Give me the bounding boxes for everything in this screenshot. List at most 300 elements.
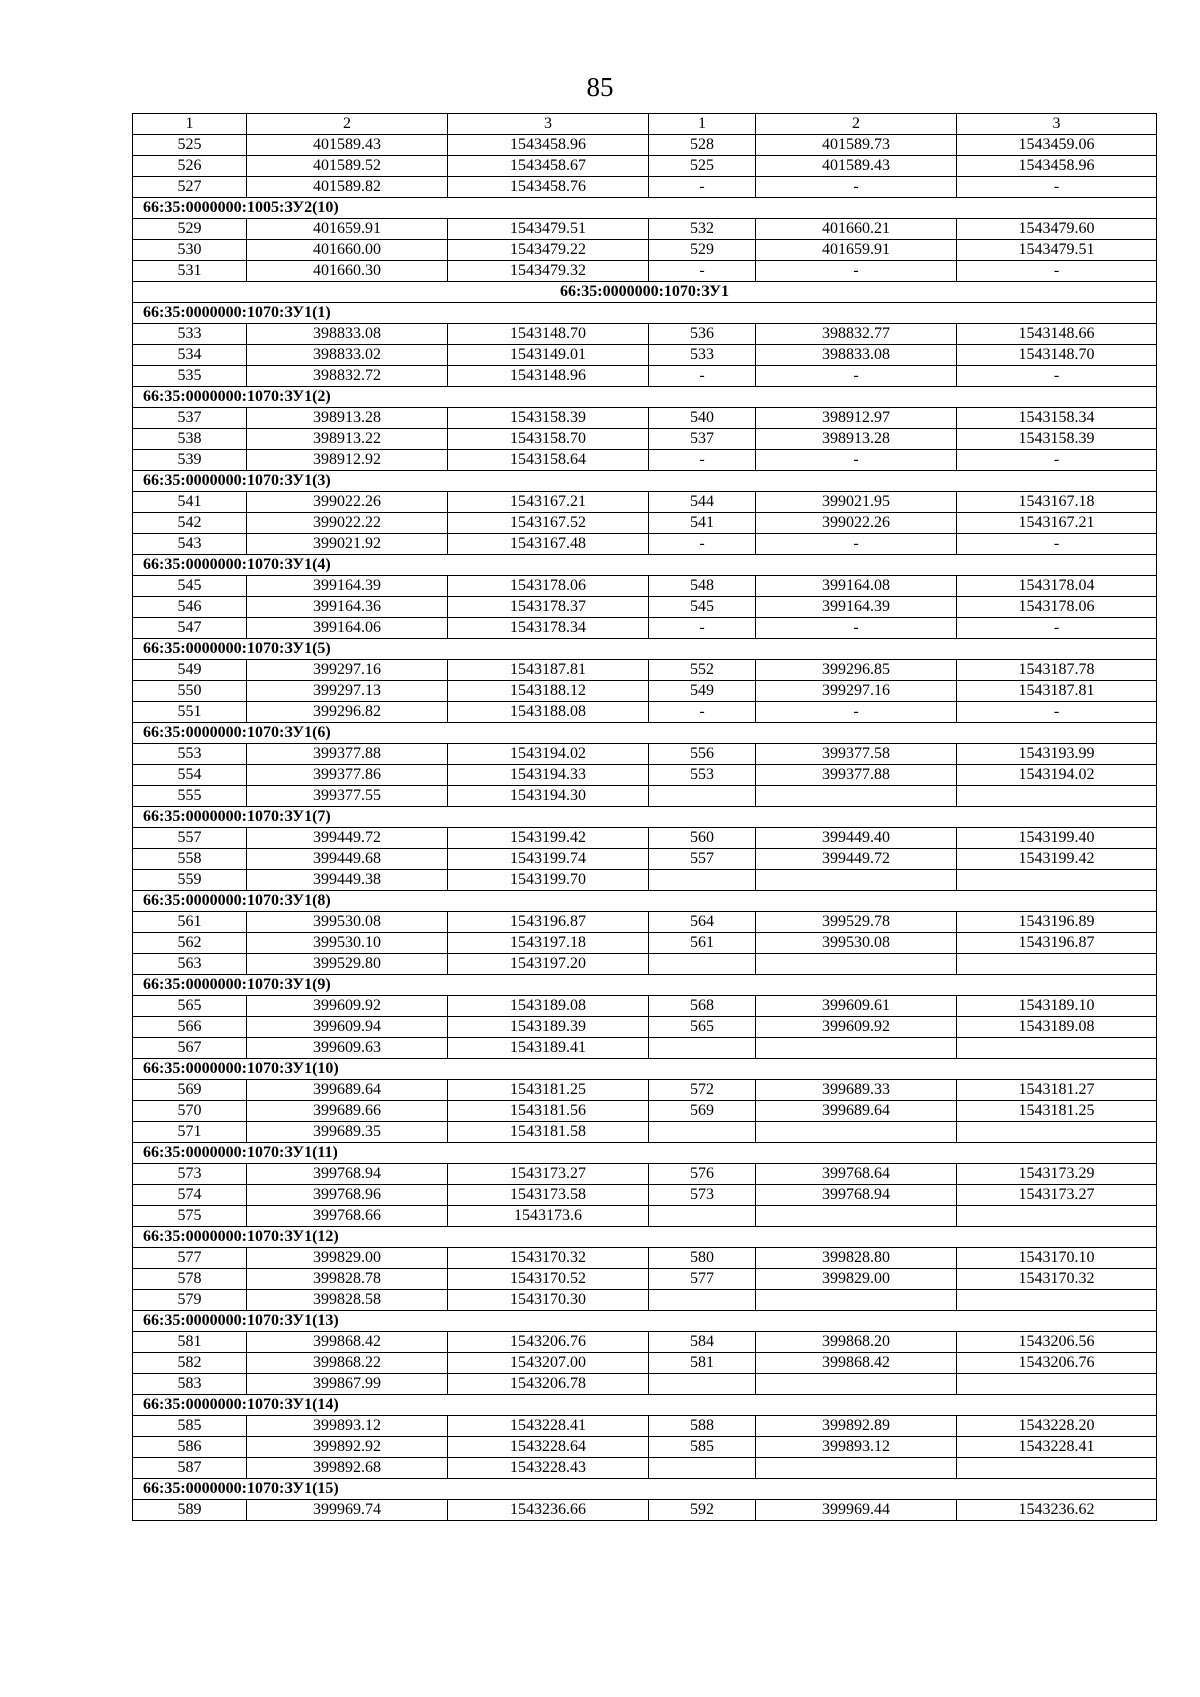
table-cell: 1543196.87 <box>957 933 1157 954</box>
table-cell: 543 <box>133 534 247 555</box>
table-cell: 584 <box>649 1332 756 1353</box>
table-cell: 558 <box>133 849 247 870</box>
group-row <box>133 471 1157 492</box>
table-row <box>133 177 1157 198</box>
table-cell: 399022.26 <box>247 492 448 513</box>
table-row <box>133 744 1157 765</box>
group-row <box>133 387 1157 408</box>
table-cell: 529 <box>649 240 756 261</box>
table-cell: 527 <box>133 177 247 198</box>
table-cell: 525 <box>133 135 247 156</box>
table-cell: 399893.12 <box>247 1416 448 1437</box>
table-cell: 566 <box>133 1017 247 1038</box>
table-cell: 567 <box>133 1038 247 1059</box>
table-cell: 586 <box>133 1437 247 1458</box>
table-cell: 592 <box>649 1500 756 1521</box>
table-cell: - <box>756 366 957 387</box>
table-cell: 399829.00 <box>756 1269 957 1290</box>
table-cell: 1543189.39 <box>448 1017 649 1038</box>
table-cell: 399530.10 <box>247 933 448 954</box>
group-title: 66:35:0000000:1005:ЗУ2(10) <box>133 198 1157 219</box>
table-cell: 529 <box>133 219 247 240</box>
table-cell: 1543181.25 <box>448 1080 649 1101</box>
table-cell <box>756 786 957 807</box>
table-cell: 399609.92 <box>247 996 448 1017</box>
table-cell: 1543167.52 <box>448 513 649 534</box>
table-row <box>133 576 1157 597</box>
table-cell: 582 <box>133 1353 247 1374</box>
group-row <box>133 1143 1157 1164</box>
table-cell: 1543167.21 <box>448 492 649 513</box>
table-cell: 551 <box>133 702 247 723</box>
table-row <box>133 1416 1157 1437</box>
table-cell: - <box>649 618 756 639</box>
group-row <box>133 807 1157 828</box>
table-cell <box>756 1206 957 1227</box>
section-title: 66:35:0000000:1070:ЗУ1 <box>133 282 1157 303</box>
table-cell <box>957 1122 1157 1143</box>
table-cell <box>756 1122 957 1143</box>
table-row <box>133 366 1157 387</box>
table-row <box>133 1185 1157 1206</box>
table-cell: 1543158.34 <box>957 408 1157 429</box>
table-cell: 579 <box>133 1290 247 1311</box>
table-cell: 1543479.22 <box>448 240 649 261</box>
table-cell <box>649 786 756 807</box>
table-cell: 577 <box>649 1269 756 1290</box>
table-row <box>133 429 1157 450</box>
table-row <box>133 618 1157 639</box>
table-cell: 1543173.6 <box>448 1206 649 1227</box>
table-cell: 533 <box>649 345 756 366</box>
group-title: 66:35:0000000:1070:ЗУ1(11) <box>133 1143 1157 1164</box>
table-cell: 571 <box>133 1122 247 1143</box>
table-cell: 548 <box>649 576 756 597</box>
table-cell: 1543197.20 <box>448 954 649 975</box>
table-cell: 1543194.02 <box>957 765 1157 786</box>
table-cell: - <box>756 261 957 282</box>
table-cell: 1543188.12 <box>448 681 649 702</box>
table-cell: 1543194.30 <box>448 786 649 807</box>
table-cell: 565 <box>133 996 247 1017</box>
group-title: 66:35:0000000:1070:ЗУ1(13) <box>133 1311 1157 1332</box>
table-cell: 1543188.08 <box>448 702 649 723</box>
table-cell: 540 <box>649 408 756 429</box>
table-cell: 399768.96 <box>247 1185 448 1206</box>
table-cell: 550 <box>133 681 247 702</box>
table-row <box>133 240 1157 261</box>
table-cell: 1543181.27 <box>957 1080 1157 1101</box>
table-cell: 526 <box>133 156 247 177</box>
table-cell: 399377.88 <box>247 744 448 765</box>
table-cell: 399164.36 <box>247 597 448 618</box>
table-cell: 398833.08 <box>247 324 448 345</box>
group-row <box>133 1479 1157 1500</box>
table-row <box>133 1101 1157 1122</box>
table-cell: 1543194.02 <box>448 744 649 765</box>
table-cell: 401589.73 <box>756 135 957 156</box>
table-cell <box>649 1206 756 1227</box>
group-row <box>133 1311 1157 1332</box>
table-cell: 1543206.76 <box>448 1332 649 1353</box>
table-cell: 399529.78 <box>756 912 957 933</box>
table-cell: 1543199.40 <box>957 828 1157 849</box>
table-cell: 399449.72 <box>247 828 448 849</box>
group-title: 66:35:0000000:1070:ЗУ1(12) <box>133 1227 1157 1248</box>
table-cell: 1543196.87 <box>448 912 649 933</box>
table-cell: 589 <box>133 1500 247 1521</box>
table-cell: 399868.22 <box>247 1353 448 1374</box>
table-cell: 399449.40 <box>756 828 957 849</box>
table-cell <box>756 870 957 891</box>
table-cell: 399892.89 <box>756 1416 957 1437</box>
group-row <box>133 1227 1157 1248</box>
table-cell: 576 <box>649 1164 756 1185</box>
table-cell: 399893.12 <box>756 1437 957 1458</box>
table-cell: 1543170.30 <box>448 1290 649 1311</box>
column-header: 1 <box>133 114 247 135</box>
table-row <box>133 933 1157 954</box>
table-cell: 588 <box>649 1416 756 1437</box>
table-cell: 399377.55 <box>247 786 448 807</box>
table-cell: 585 <box>133 1416 247 1437</box>
table-cell: 1543148.70 <box>957 345 1157 366</box>
table-cell: 399022.26 <box>756 513 957 534</box>
table-cell: - <box>756 618 957 639</box>
table-row <box>133 1122 1157 1143</box>
table-cell: 399530.08 <box>756 933 957 954</box>
coordinates-table <box>132 113 1157 1521</box>
table-cell: 1543173.29 <box>957 1164 1157 1185</box>
table-cell: 546 <box>133 597 247 618</box>
table-cell: 537 <box>649 429 756 450</box>
table-cell <box>649 1290 756 1311</box>
table-cell: 587 <box>133 1458 247 1479</box>
table-cell: 1543178.34 <box>448 618 649 639</box>
table-cell <box>649 1458 756 1479</box>
group-title: 66:35:0000000:1070:ЗУ1(2) <box>133 387 1157 408</box>
table-cell: 1543148.96 <box>448 366 649 387</box>
table-cell: 560 <box>649 828 756 849</box>
table-cell: 528 <box>649 135 756 156</box>
table-cell: 399296.82 <box>247 702 448 723</box>
table-cell: 398833.08 <box>756 345 957 366</box>
table-cell: - <box>957 702 1157 723</box>
table-row <box>133 1248 1157 1269</box>
table-cell: 399689.64 <box>247 1080 448 1101</box>
table-cell: 399297.13 <box>247 681 448 702</box>
table-row <box>133 1164 1157 1185</box>
table-cell: 1543196.89 <box>957 912 1157 933</box>
table-cell: 1543149.01 <box>448 345 649 366</box>
table-cell: - <box>957 366 1157 387</box>
table-cell: 399021.95 <box>756 492 957 513</box>
table-cell: 1543173.27 <box>448 1164 649 1185</box>
table-cell: 553 <box>649 765 756 786</box>
table-cell: - <box>649 702 756 723</box>
table-cell: 399296.85 <box>756 660 957 681</box>
group-row <box>133 639 1157 660</box>
table-cell: 399609.63 <box>247 1038 448 1059</box>
table-cell: 1543479.60 <box>957 219 1157 240</box>
table-cell: 531 <box>133 261 247 282</box>
table-cell: 398913.28 <box>756 429 957 450</box>
table-cell: - <box>649 261 756 282</box>
table-cell: 1543187.78 <box>957 660 1157 681</box>
table-cell: 399829.00 <box>247 1248 448 1269</box>
table-cell: 1543167.48 <box>448 534 649 555</box>
table-cell: 401589.43 <box>247 135 448 156</box>
table-row <box>133 702 1157 723</box>
table-cell: 399689.64 <box>756 1101 957 1122</box>
group-title: 66:35:0000000:1070:ЗУ1(6) <box>133 723 1157 744</box>
table-cell: 398832.77 <box>756 324 957 345</box>
table-cell: 535 <box>133 366 247 387</box>
group-title: 66:35:0000000:1070:ЗУ1(9) <box>133 975 1157 996</box>
table-cell: 1543189.41 <box>448 1038 649 1059</box>
table-cell: 399377.88 <box>756 765 957 786</box>
table-row <box>133 1500 1157 1521</box>
table-cell <box>756 1458 957 1479</box>
table-cell: 401660.21 <box>756 219 957 240</box>
group-row <box>133 1059 1157 1080</box>
table-cell: 565 <box>649 1017 756 1038</box>
table-cell: 568 <box>649 996 756 1017</box>
table-cell: - <box>957 618 1157 639</box>
table-cell: 399868.20 <box>756 1332 957 1353</box>
table-cell: 399377.58 <box>756 744 957 765</box>
table-cell: 580 <box>649 1248 756 1269</box>
table-row <box>133 345 1157 366</box>
table-row <box>133 786 1157 807</box>
table-cell: 399768.94 <box>756 1185 957 1206</box>
table-row <box>133 156 1157 177</box>
table-row <box>133 492 1157 513</box>
table-cell: 541 <box>649 513 756 534</box>
table-cell: - <box>756 450 957 471</box>
table-cell: 581 <box>649 1353 756 1374</box>
table-cell: 398912.97 <box>756 408 957 429</box>
table-cell: 549 <box>649 681 756 702</box>
table-cell: - <box>649 177 756 198</box>
table-cell: 1543173.27 <box>957 1185 1157 1206</box>
table-cell: 1543228.41 <box>448 1416 649 1437</box>
table-row <box>133 1353 1157 1374</box>
table-cell: - <box>756 702 957 723</box>
table-cell: 1543170.10 <box>957 1248 1157 1269</box>
table-cell: 1543199.42 <box>957 849 1157 870</box>
table-row <box>133 870 1157 891</box>
group-title: 66:35:0000000:1070:ЗУ1(8) <box>133 891 1157 912</box>
table-row <box>133 408 1157 429</box>
table-row <box>133 660 1157 681</box>
table-cell: 1543459.06 <box>957 135 1157 156</box>
table-cell: - <box>756 534 957 555</box>
table-cell: 399297.16 <box>756 681 957 702</box>
table-cell: 1543173.58 <box>448 1185 649 1206</box>
group-row <box>133 891 1157 912</box>
column-header: 3 <box>448 114 649 135</box>
table-cell: 1543170.32 <box>448 1248 649 1269</box>
group-title: 66:35:0000000:1070:ЗУ1(14) <box>133 1395 1157 1416</box>
table-cell: 399828.78 <box>247 1269 448 1290</box>
table-cell <box>649 1038 756 1059</box>
table-cell <box>649 870 756 891</box>
table-cell: 1543458.67 <box>448 156 649 177</box>
table-row <box>133 1458 1157 1479</box>
table-cell: 1543158.39 <box>957 429 1157 450</box>
table-cell: - <box>957 450 1157 471</box>
table-row <box>133 450 1157 471</box>
table-row <box>133 513 1157 534</box>
table-cell: 1543479.51 <box>448 219 649 240</box>
group-title: 66:35:0000000:1070:ЗУ1(15) <box>133 1479 1157 1500</box>
table-cell: 399609.92 <box>756 1017 957 1038</box>
table-cell: 573 <box>133 1164 247 1185</box>
table-cell <box>649 1122 756 1143</box>
table-cell: 561 <box>649 933 756 954</box>
table-cell: 532 <box>649 219 756 240</box>
table-cell: 564 <box>649 912 756 933</box>
column-header: 1 <box>649 114 756 135</box>
table-cell: 530 <box>133 240 247 261</box>
table-row <box>133 219 1157 240</box>
table-cell: - <box>649 450 756 471</box>
table-cell: 556 <box>649 744 756 765</box>
table-row <box>133 996 1157 1017</box>
table-cell: 559 <box>133 870 247 891</box>
table-cell: 534 <box>133 345 247 366</box>
table-cell: 399868.42 <box>756 1353 957 1374</box>
table-cell: 399768.64 <box>756 1164 957 1185</box>
table-cell: 539 <box>133 450 247 471</box>
table-cell: 399969.44 <box>756 1500 957 1521</box>
table-cell: 1543206.76 <box>957 1353 1157 1374</box>
table-cell: 554 <box>133 765 247 786</box>
table-row <box>133 324 1157 345</box>
table-cell <box>756 1038 957 1059</box>
group-title: 66:35:0000000:1070:ЗУ1(1) <box>133 303 1157 324</box>
table-cell: 1543167.18 <box>957 492 1157 513</box>
table-cell: 585 <box>649 1437 756 1458</box>
table-cell: 399377.86 <box>247 765 448 786</box>
table-cell: 545 <box>649 597 756 618</box>
table-cell: 1543187.81 <box>957 681 1157 702</box>
table-cell: 583 <box>133 1374 247 1395</box>
table-cell: 1543148.66 <box>957 324 1157 345</box>
table-cell: 538 <box>133 429 247 450</box>
table-cell: 399969.74 <box>247 1500 448 1521</box>
table-cell: 401660.30 <box>247 261 448 282</box>
table-cell: 537 <box>133 408 247 429</box>
table-cell: 1543228.64 <box>448 1437 649 1458</box>
table-cell: 541 <box>133 492 247 513</box>
table-cell: 1543187.81 <box>448 660 649 681</box>
table-header-row <box>133 114 1157 135</box>
table-cell <box>756 1374 957 1395</box>
table-cell: - <box>957 261 1157 282</box>
table-cell: 544 <box>649 492 756 513</box>
table-cell: 575 <box>133 1206 247 1227</box>
table-row <box>133 1206 1157 1227</box>
table-cell: 1543193.99 <box>957 744 1157 765</box>
table-cell: 401659.91 <box>756 240 957 261</box>
table-cell: 536 <box>649 324 756 345</box>
table-cell: 1543194.33 <box>448 765 649 786</box>
table-cell <box>957 1290 1157 1311</box>
table-row <box>133 1437 1157 1458</box>
table-cell: 398912.92 <box>247 450 448 471</box>
table-cell: 1543479.51 <box>957 240 1157 261</box>
table-cell: 399164.39 <box>247 576 448 597</box>
table-cell: 1543170.52 <box>448 1269 649 1290</box>
table-cell: 399689.35 <box>247 1122 448 1143</box>
table-cell: 533 <box>133 324 247 345</box>
table-row <box>133 1038 1157 1059</box>
table-cell: 557 <box>133 828 247 849</box>
table-cell: 1543458.96 <box>957 156 1157 177</box>
table-cell: 545 <box>133 576 247 597</box>
table-cell: - <box>756 177 957 198</box>
table-cell: 570 <box>133 1101 247 1122</box>
table-row <box>133 849 1157 870</box>
page-number: 85 <box>586 72 614 102</box>
table-cell: 1543181.25 <box>957 1101 1157 1122</box>
table-cell: 399164.08 <box>756 576 957 597</box>
table-cell: 1543206.78 <box>448 1374 649 1395</box>
table-cell: 399689.66 <box>247 1101 448 1122</box>
table-row <box>133 1269 1157 1290</box>
table-cell: 1543148.70 <box>448 324 649 345</box>
table-cell: 569 <box>649 1101 756 1122</box>
table-cell: - <box>649 366 756 387</box>
table-cell <box>756 954 957 975</box>
table-cell <box>957 954 1157 975</box>
table-cell: 1543206.56 <box>957 1332 1157 1353</box>
table-cell: - <box>649 534 756 555</box>
table-cell: - <box>957 177 1157 198</box>
table-cell: 1543170.32 <box>957 1269 1157 1290</box>
table-row <box>133 765 1157 786</box>
group-row <box>133 975 1157 996</box>
table-cell: 399449.72 <box>756 849 957 870</box>
table-cell <box>649 1374 756 1395</box>
table-cell: 399892.92 <box>247 1437 448 1458</box>
table-cell: 1543199.42 <box>448 828 649 849</box>
table-cell: 549 <box>133 660 247 681</box>
table-cell: 1543178.37 <box>448 597 649 618</box>
column-header: 3 <box>957 114 1157 135</box>
table-cell: 398832.72 <box>247 366 448 387</box>
table-cell <box>756 1290 957 1311</box>
table-cell: 399892.68 <box>247 1458 448 1479</box>
table-cell <box>957 1374 1157 1395</box>
table-row <box>133 1017 1157 1038</box>
table-cell: 555 <box>133 786 247 807</box>
table-cell: 399164.06 <box>247 618 448 639</box>
table-cell: 1543458.96 <box>448 135 649 156</box>
table-cell: 401589.52 <box>247 156 448 177</box>
table-cell: 1543158.64 <box>448 450 649 471</box>
table-row <box>133 135 1157 156</box>
table-cell: 1543178.06 <box>957 597 1157 618</box>
table-cell: 557 <box>649 849 756 870</box>
group-row <box>133 1395 1157 1416</box>
table-cell: 399828.58 <box>247 1290 448 1311</box>
table-cell: 399867.99 <box>247 1374 448 1395</box>
table-cell: 399689.33 <box>756 1080 957 1101</box>
group-title: 66:35:0000000:1070:ЗУ1(3) <box>133 471 1157 492</box>
